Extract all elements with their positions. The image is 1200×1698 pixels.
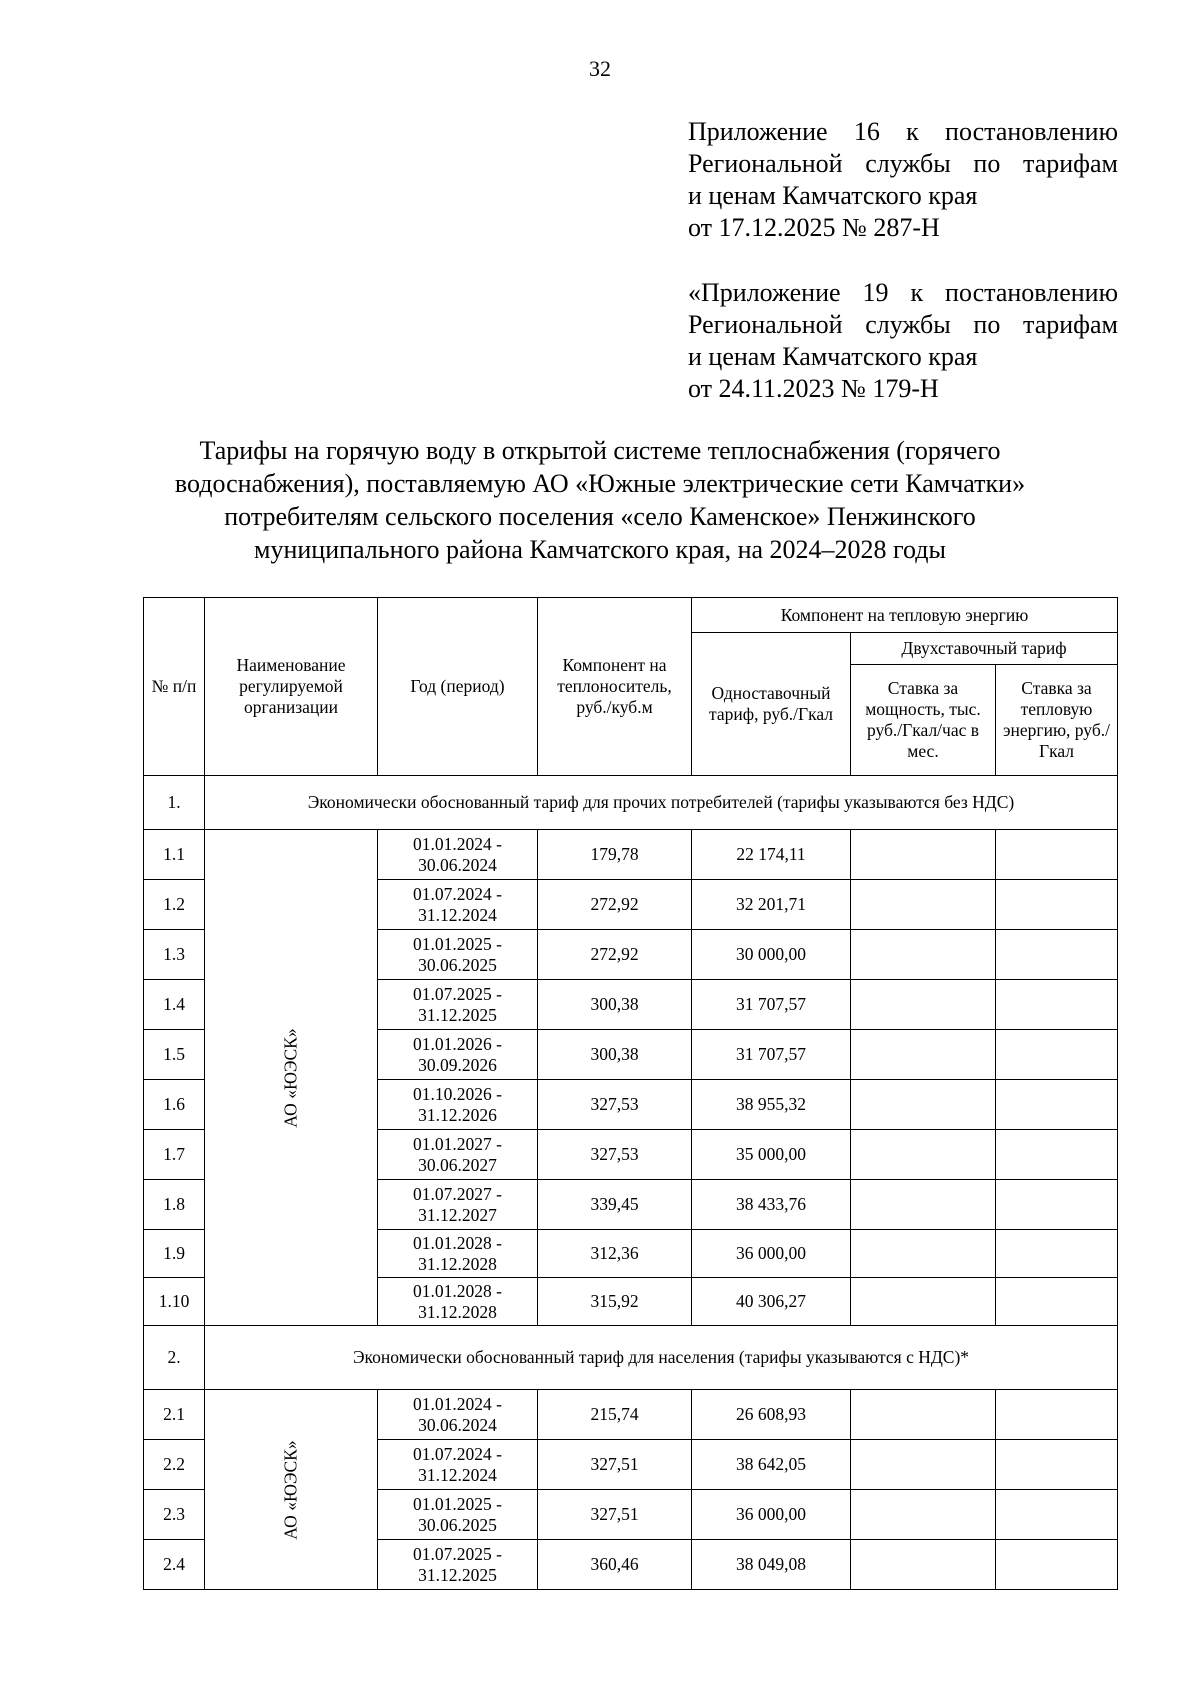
- appendix-line: Приложение 16 к постановлению: [688, 117, 1118, 146]
- row-single-rate-value: 32 201,71: [692, 880, 851, 930]
- row-period: 01.10.2026 - 31.12.2026: [378, 1080, 538, 1130]
- row-single-rate-value: 26 608,93: [692, 1390, 851, 1440]
- row-single-rate-value: 40 306,27: [692, 1278, 851, 1326]
- header-org: Наименование регулируемой организации: [205, 598, 378, 776]
- row-num: 2.1: [144, 1390, 205, 1440]
- appendix-line: «Приложение 19 к постановлению: [688, 278, 1118, 307]
- row-capacity-rate-value: [851, 1440, 996, 1490]
- document-title: [130, 434, 1070, 566]
- section-title: Экономически обоснованный тариф для населения (тарифы указываются с НДС)*: [205, 1326, 1118, 1390]
- row-single-rate-value: 35 000,00: [692, 1130, 851, 1180]
- row-carrier-value: 179,78: [538, 830, 692, 880]
- row-carrier-value: 312,36: [538, 1230, 692, 1278]
- header-thermal-component: Компонент на тепловую энергию: [692, 598, 1118, 633]
- appendix-line: Региональной службы по тарифам: [688, 149, 1118, 178]
- row-carrier-value: 327,53: [538, 1130, 692, 1180]
- row-period: 01.07.2025 - 31.12.2025: [378, 1540, 538, 1590]
- title-line: потребителям сельского поселения «село Каменское» Пенжинского: [224, 502, 976, 531]
- row-single-rate-value: 31 707,57: [692, 1030, 851, 1080]
- row-num: 1.2: [144, 880, 205, 930]
- row-period: 01.07.2025 - 31.12.2025: [378, 980, 538, 1030]
- row-carrier-value: 315,92: [538, 1278, 692, 1326]
- section-num: 1.: [144, 776, 205, 830]
- header-single-rate: Одноставочный тариф, руб./Гкал: [692, 633, 851, 776]
- title-line: водоснабжения), поставляемую АО «Южные электрические сети Камчатки»: [174, 469, 1026, 498]
- row-energy-rate-value: [996, 1230, 1118, 1278]
- row-num: 1.6: [144, 1080, 205, 1130]
- row-num: 2.2: [144, 1440, 205, 1490]
- tariff-table: [143, 597, 1118, 1590]
- appendix-line: и ценам Камчатского края: [688, 342, 978, 371]
- title-line: Тарифы на горячую воду в открытой системе теплоснабжения (горячего: [199, 436, 1001, 465]
- row-num: 2.3: [144, 1490, 205, 1540]
- row-capacity-rate-value: [851, 1130, 996, 1180]
- header-period: Год (период): [378, 598, 538, 776]
- row-period: 01.01.2025 - 30.06.2025: [378, 1490, 538, 1540]
- row-carrier-value: 300,38: [538, 980, 692, 1030]
- row-num: 1.4: [144, 980, 205, 1030]
- row-capacity-rate-value: [851, 1030, 996, 1080]
- row-energy-rate-value: [996, 1390, 1118, 1440]
- row-num: 2.4: [144, 1540, 205, 1590]
- row-capacity-rate-value: [851, 880, 996, 930]
- row-carrier-value: 272,92: [538, 930, 692, 980]
- row-carrier-value: 327,51: [538, 1440, 692, 1490]
- row-energy-rate-value: [996, 1180, 1118, 1230]
- row-energy-rate-value: [996, 1080, 1118, 1130]
- row-energy-rate-value: [996, 830, 1118, 880]
- row-single-rate-value: 30 000,00: [692, 930, 851, 980]
- row-energy-rate-value: [996, 1490, 1118, 1540]
- row-single-rate-value: 31 707,57: [692, 980, 851, 1030]
- row-carrier-value: 327,53: [538, 1080, 692, 1130]
- row-period: 01.01.2027 - 30.06.2027: [378, 1130, 538, 1180]
- title-line: муниципального района Камчатского края, на 2024–2028 годы: [254, 535, 946, 564]
- row-num: 1.5: [144, 1030, 205, 1080]
- row-single-rate-value: 36 000,00: [692, 1490, 851, 1540]
- row-capacity-rate-value: [851, 930, 996, 980]
- row-carrier-value: 300,38: [538, 1030, 692, 1080]
- row-single-rate-value: 38 955,32: [692, 1080, 851, 1130]
- header-num: № п/п: [144, 598, 205, 776]
- row-single-rate-value: 38 433,76: [692, 1180, 851, 1230]
- header-carrier-component: Компонент на теплоноситель, руб./куб.м: [538, 598, 692, 776]
- table-body: [144, 776, 1118, 1590]
- row-period: 01.01.2024 - 30.06.2024: [378, 1390, 538, 1440]
- row-energy-rate-value: [996, 930, 1118, 980]
- row-period: 01.01.2025 - 30.06.2025: [378, 930, 538, 980]
- row-energy-rate-value: [996, 1540, 1118, 1590]
- table-row: [144, 830, 1118, 880]
- row-period: 01.07.2024 - 31.12.2024: [378, 1440, 538, 1490]
- header-capacity-rate: Ставка за мощность, тыс. руб./Гкал/час в мес.: [851, 665, 996, 776]
- row-period: 01.01.2028 - 31.12.2028: [378, 1230, 538, 1278]
- page-number: 32: [589, 56, 611, 81]
- row-num: 1.10: [144, 1278, 205, 1326]
- row-energy-rate-value: [996, 880, 1118, 930]
- row-period: 01.01.2026 - 30.09.2026: [378, 1030, 538, 1080]
- appendix-amended-reference: [688, 277, 1118, 405]
- appendix-line: Региональной службы по тарифам: [688, 310, 1118, 339]
- row-carrier-value: 215,74: [538, 1390, 692, 1440]
- row-carrier-value: 272,92: [538, 880, 692, 930]
- row-num: 1.3: [144, 930, 205, 980]
- appendix-line: от 24.11.2023 № 179-Н: [688, 374, 939, 403]
- row-single-rate-value: 38 642,05: [692, 1440, 851, 1490]
- row-single-rate-value: 22 174,11: [692, 830, 851, 880]
- row-energy-rate-value: [996, 1440, 1118, 1490]
- header-energy-rate: Ставка за тепловую энергию, руб./Гкал: [996, 665, 1118, 776]
- row-single-rate-value: 36 000,00: [692, 1230, 851, 1278]
- row-capacity-rate-value: [851, 980, 996, 1030]
- section-title: Экономически обоснованный тариф для прочих потребителей (тарифы указываются без НДС): [205, 776, 1118, 830]
- row-capacity-rate-value: [851, 1080, 996, 1130]
- row-capacity-rate-value: [851, 1490, 996, 1540]
- organization-name: АО «ЮЭСК»: [280, 1027, 301, 1128]
- appendix-current-reference: [688, 116, 1118, 244]
- organization-cell: [205, 1390, 378, 1590]
- table-row: [144, 1390, 1118, 1440]
- row-capacity-rate-value: [851, 1180, 996, 1230]
- row-period: 01.01.2028 - 31.12.2028: [378, 1278, 538, 1326]
- row-single-rate-value: 38 049,08: [692, 1540, 851, 1590]
- row-capacity-rate-value: [851, 1390, 996, 1440]
- row-num: 1.9: [144, 1230, 205, 1278]
- row-period: 01.01.2024 - 30.06.2024: [378, 830, 538, 880]
- row-capacity-rate-value: [851, 1540, 996, 1590]
- row-energy-rate-value: [996, 980, 1118, 1030]
- header-two-rate: Двухставочный тариф: [851, 633, 1118, 665]
- organization-cell: [205, 830, 378, 1326]
- row-carrier-value: 327,51: [538, 1490, 692, 1540]
- row-energy-rate-value: [996, 1030, 1118, 1080]
- row-capacity-rate-value: [851, 1278, 996, 1326]
- row-capacity-rate-value: [851, 830, 996, 880]
- section-num: 2.: [144, 1326, 205, 1390]
- row-period: 01.07.2027 - 31.12.2027: [378, 1180, 538, 1230]
- row-num: 1.8: [144, 1180, 205, 1230]
- row-energy-rate-value: [996, 1130, 1118, 1180]
- row-num: 1.7: [144, 1130, 205, 1180]
- row-carrier-value: 360,46: [538, 1540, 692, 1590]
- row-energy-rate-value: [996, 1278, 1118, 1326]
- appendix-line: от 17.12.2025 № 287-Н: [688, 213, 940, 242]
- appendix-line: и ценам Камчатского края: [688, 181, 978, 210]
- row-carrier-value: 339,45: [538, 1180, 692, 1230]
- organization-name: АО «ЮЭСК»: [280, 1439, 301, 1540]
- row-period: 01.07.2024 - 31.12.2024: [378, 880, 538, 930]
- row-num: 1.1: [144, 830, 205, 880]
- row-capacity-rate-value: [851, 1230, 996, 1278]
